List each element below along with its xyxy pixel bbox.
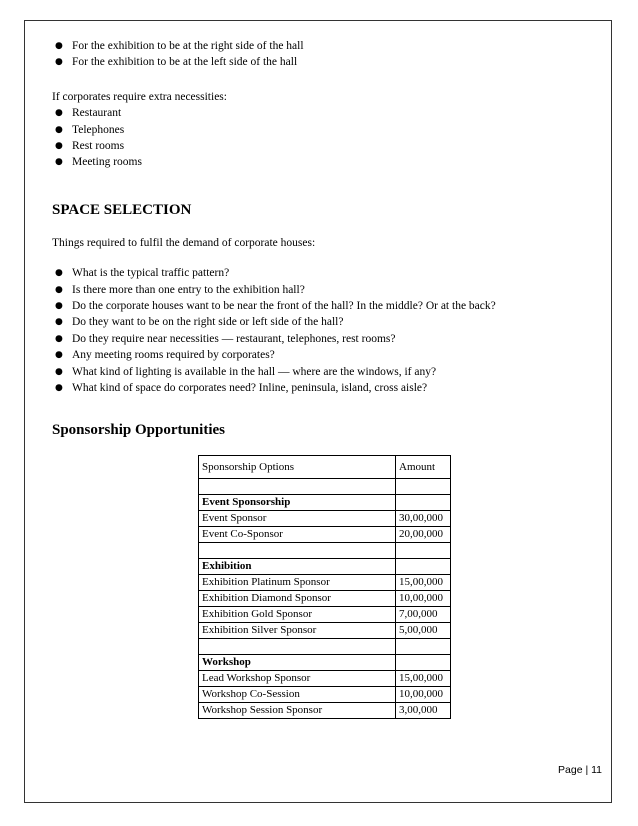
- spacer-row: [199, 542, 451, 558]
- list-item: ● Rest rooms: [52, 138, 592, 154]
- table-row: Workshop Co-Session 10,00,000: [199, 686, 451, 702]
- spacer-row: [199, 638, 451, 654]
- bullet-icon: ●: [55, 41, 63, 51]
- bullet-icon: ●: [55, 157, 63, 168]
- list-item: ● For the exhibition to be at the right side of the hall: [52, 38, 592, 54]
- bullet-icon: ●: [55, 301, 63, 312]
- col-header-options: Sponsorship Options: [199, 455, 396, 478]
- section-title: Workshop: [199, 654, 396, 670]
- list-item: ● Meeting rooms: [52, 154, 592, 170]
- table-row: Exhibition Platinum Sponsor 15,00,000: [199, 574, 451, 590]
- section-row-workshop: [199, 654, 451, 670]
- space-selection-list: [52, 265, 592, 396]
- list-item: ● What kind of lighting is available in the hall — where are the windows, if any?: [52, 364, 592, 380]
- table-row: Event Co-Sponsor 20,00,000: [199, 526, 451, 542]
- extra-necessities-intro: If corporates require extra necessities:: [52, 90, 227, 103]
- list-item: ● Telephones: [52, 122, 592, 138]
- list-item: ● For the exhibition to be at the left side of the hall: [52, 54, 592, 70]
- bullet-icon: ●: [55, 350, 63, 361]
- sponsorship-table: [198, 455, 451, 719]
- bullet-icon: ●: [55, 57, 63, 68]
- bullet-icon: ●: [55, 317, 63, 328]
- list-item: ● Any meeting rooms required by corporates?: [52, 347, 592, 363]
- list-item: ● What is the typical traffic pattern?: [52, 265, 592, 281]
- table-row: Exhibition Gold Sponsor 7,00,000: [199, 606, 451, 622]
- spacer-row: [199, 478, 451, 494]
- space-selection-intro: Things required to fulfil the demand of corporate houses:: [52, 236, 316, 249]
- col-header-amount: Amount: [396, 455, 451, 478]
- table-row: Lead Workshop Sponsor 15,00,000: [199, 670, 451, 686]
- bullet-icon: ●: [55, 141, 63, 152]
- list-item: ● Is there more than one entry to the exhibition hall?: [52, 282, 592, 298]
- bullet-icon: ●: [55, 383, 63, 394]
- table-row: Event Sponsor 30,00,000: [199, 510, 451, 526]
- table-row: Exhibition Silver Sponsor 5,00,000: [199, 622, 451, 638]
- section-row-exhibition: [199, 558, 451, 574]
- section-row-event: [199, 494, 451, 510]
- list-item: ● Restaurant: [52, 105, 592, 121]
- page-number: Page | 11: [558, 764, 602, 776]
- list-item: ● What kind of space do corporates need? Inline, peninsula, island, cross aisle?: [52, 380, 592, 396]
- document-content: [52, 38, 592, 719]
- list-item: ● Do they want to be on the right side or left side of the hall?: [52, 314, 592, 330]
- list-item: ● Do the corporate houses want to be near the front of the hall? In the middle? Or at the back?: [52, 298, 592, 314]
- exhibition-side-list: [52, 38, 592, 71]
- bullet-icon: ●: [55, 108, 63, 119]
- bullet-icon: ●: [55, 124, 63, 135]
- section-title: Exhibition: [199, 558, 396, 574]
- sponsorship-heading: Sponsorship Opportunities: [52, 421, 225, 438]
- list-item: ● Do they require near necessities — restaurant, telephones, rest rooms?: [52, 331, 592, 347]
- table-row: Workshop Session Sponsor 3,00,000: [199, 702, 451, 718]
- table-row: Exhibition Diamond Sponsor 10,00,000: [199, 590, 451, 606]
- space-selection-heading: SPACE SELECTION: [52, 201, 192, 218]
- bullet-icon: ●: [55, 366, 63, 377]
- table-header-row: [199, 455, 451, 478]
- extra-necessities-list: [52, 105, 592, 171]
- section-title: Event Sponsorship: [199, 494, 396, 510]
- bullet-icon: ●: [55, 284, 63, 295]
- bullet-icon: ●: [55, 268, 63, 279]
- bullet-icon: ●: [55, 333, 63, 344]
